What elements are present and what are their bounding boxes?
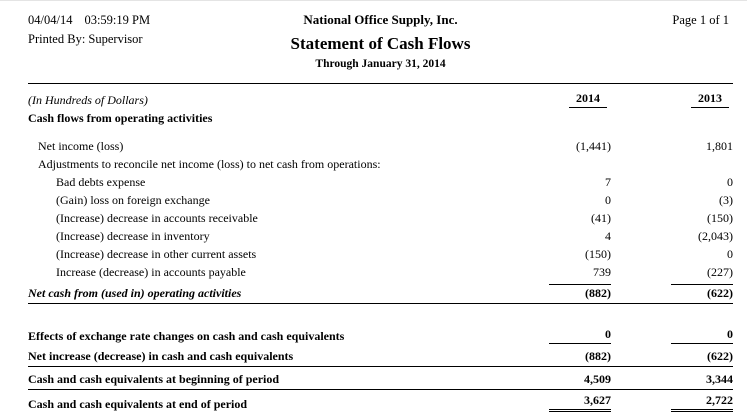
value-2014	[516, 393, 611, 412]
row-inventory	[28, 226, 733, 244]
row-label: Bad debts expense	[56, 175, 146, 189]
row-label: (Gain) loss on foreign exchange	[56, 193, 210, 207]
row-net-cash-operating	[28, 283, 733, 304]
row-label: Net cash from (used in) operating activities	[28, 283, 516, 304]
row-label: Net income (loss)	[38, 139, 124, 153]
amount: (2,043)	[698, 229, 733, 243]
value-2013	[611, 369, 733, 390]
amount: 4	[605, 229, 611, 243]
amount: 4,509	[584, 372, 611, 386]
header-center-block	[28, 12, 733, 70]
value-2014	[516, 369, 611, 390]
value-2013	[611, 326, 733, 344]
value-2014	[516, 208, 611, 226]
printed-by: Printed By: Supervisor	[28, 32, 143, 46]
row-label: Net increase (decrease) in cash and cash equivalents	[28, 346, 516, 367]
value-2013	[611, 172, 733, 190]
page-number: Page 1 of 1	[672, 13, 729, 27]
amount: (622)	[671, 284, 733, 301]
row-label: (Increase) decrease in other current assets	[56, 247, 257, 261]
row-accounts-payable	[28, 262, 733, 280]
amount: 0	[727, 175, 733, 189]
row-accounts-receivable	[28, 208, 733, 226]
amount: (1,441)	[576, 139, 611, 153]
value-2014	[516, 154, 611, 172]
print-time: 03:59:19 PM	[84, 13, 151, 27]
value-2014	[516, 190, 611, 208]
value-2013	[611, 190, 733, 208]
value-2014	[516, 326, 611, 344]
value-2013	[611, 154, 733, 172]
value-2013	[611, 208, 733, 226]
units-label: (In Hundreds of Dollars)	[28, 93, 148, 107]
row-label: Increase (decrease) in accounts payable	[56, 265, 246, 279]
amount: (150)	[585, 247, 611, 261]
row-foreign-exchange	[28, 190, 733, 208]
value-2014	[516, 108, 611, 126]
amount: (227)	[707, 265, 733, 279]
row-label: Cash flows from operating activities	[28, 111, 213, 125]
amount: 7	[605, 175, 611, 189]
column-header-row	[28, 84, 733, 108]
row-end-of-period	[28, 393, 733, 412]
row-other-current-assets	[28, 244, 733, 262]
row-label: Cash and cash equivalents at end of period	[28, 397, 248, 411]
amount: (150)	[707, 211, 733, 225]
value-2013	[611, 393, 733, 412]
value-2014	[516, 346, 611, 367]
amount: (622)	[707, 349, 733, 363]
row-net-income	[28, 136, 733, 154]
report-period: Through January 31, 2014	[315, 58, 446, 70]
value-2014	[516, 172, 611, 190]
amount: 0	[727, 247, 733, 261]
print-date: 04/04/14	[28, 13, 73, 27]
column-header-2014: 2014	[569, 91, 607, 108]
row-exchange-rate-effects	[28, 326, 733, 344]
amount: (41)	[591, 211, 611, 225]
value-2014	[516, 136, 611, 154]
row-label: (Increase) decrease in inventory	[56, 229, 210, 243]
row-spacer	[28, 126, 733, 136]
amount: (3)	[719, 193, 733, 207]
amount: (882)	[549, 284, 611, 301]
row-section-operating	[28, 108, 733, 126]
value-2013	[611, 346, 733, 367]
report-title: Statement of Cash Flows	[290, 34, 471, 53]
cash-flow-table	[28, 84, 733, 412]
row-label: Effects of exchange rate changes on cash and cash equivalents	[28, 329, 345, 343]
amount: (882)	[585, 349, 611, 363]
report-header	[28, 7, 733, 83]
column-header-2013: 2013	[691, 91, 729, 108]
amount: 2,722	[671, 393, 733, 412]
amount: 3,627	[549, 393, 611, 412]
column-header-2014-cell	[516, 84, 611, 108]
company-name: National Office Supply, Inc.	[303, 12, 458, 27]
value-2013	[611, 262, 733, 280]
value-2013	[611, 226, 733, 244]
amount: 739	[593, 265, 611, 279]
row-spacer-cell	[28, 126, 733, 136]
amount: 0	[671, 327, 733, 344]
value-2014	[516, 226, 611, 244]
amount: 1,801	[706, 139, 733, 153]
value-2014	[516, 244, 611, 262]
value-2014	[516, 283, 611, 304]
amount: 3,344	[706, 372, 733, 386]
value-2013	[611, 283, 733, 304]
value-2013	[611, 136, 733, 154]
row-label: Cash and cash equivalents at beginning of period	[28, 369, 516, 390]
amount: 0	[605, 193, 611, 207]
value-2013	[611, 108, 733, 126]
row-spacer-cell	[28, 304, 733, 327]
row-net-increase	[28, 346, 733, 367]
value-2013	[611, 244, 733, 262]
amount: 0	[549, 327, 611, 344]
row-adjustments-header	[28, 154, 733, 172]
value-2014	[516, 262, 611, 280]
row-bad-debts	[28, 172, 733, 190]
row-spacer	[28, 304, 733, 327]
row-label: (Increase) decrease in accounts receivable	[56, 211, 258, 225]
row-label: Adjustments to reconcile net income (loss) to net cash from operations:	[38, 157, 381, 171]
table-body	[28, 108, 733, 412]
column-header-2013-cell	[611, 84, 733, 108]
row-beginning-of-period	[28, 369, 733, 390]
